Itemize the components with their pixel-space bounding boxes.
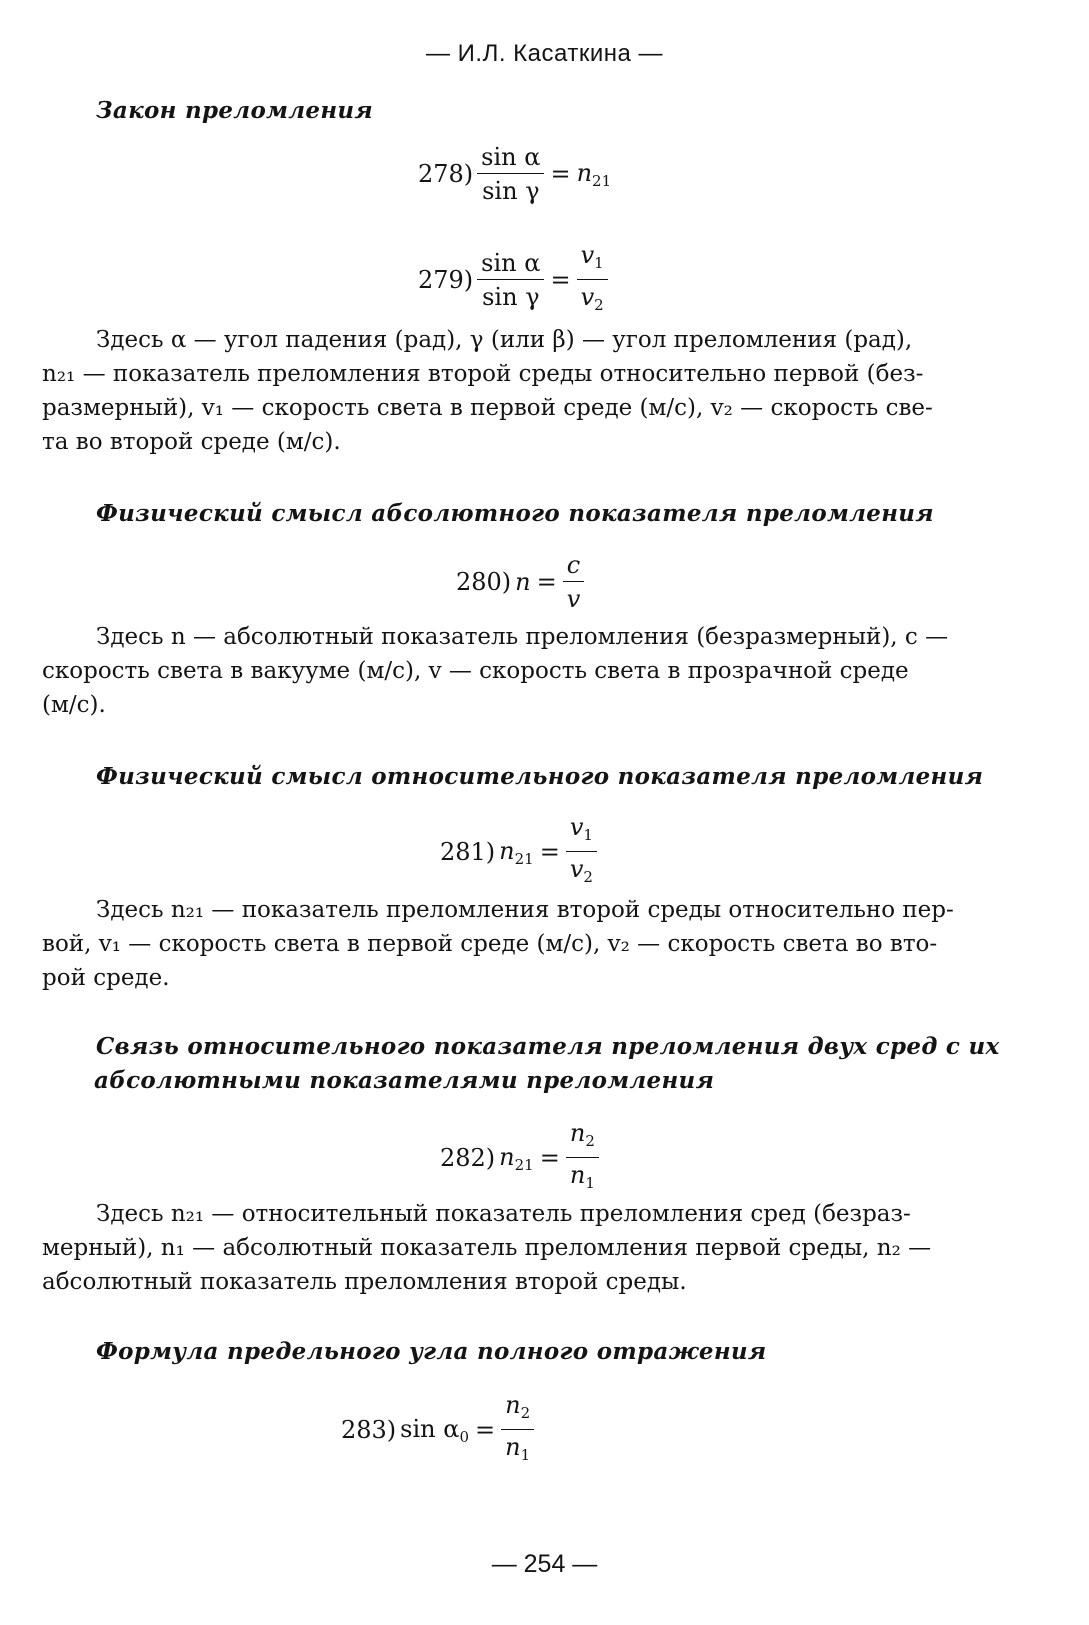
text-line: n₂₁ — показатель преломления второй среды относительно первой (без- [42,361,924,387]
formula-number: 283) [341,1416,397,1444]
fraction [563,550,585,614]
text-line: Здесь α — угол падения (рад), γ (или β) — угол преломления (рад), [96,327,913,353]
text-line: скорость света в вакууме (м/с), v — скорость света в прозрачной среде [42,658,909,684]
formula-lhs: $n_{21}$ [499,836,534,868]
running-header: — И.Л. Касаткина — [426,40,663,67]
text-line: (м/с). [42,692,106,718]
formula-lhs: n [515,568,531,596]
fraction-numerator: $n_2$ [501,1390,534,1430]
formula-number: 282) [440,1144,496,1172]
fraction-numerator: c [563,550,584,582]
formula-283 [341,1390,534,1470]
fraction-numerator: $v_1$ [566,812,597,852]
fraction [566,812,597,892]
fraction-numerator: sin α [477,142,544,174]
formula-lhs: $n_{21}$ [499,1142,534,1174]
text-line: вой, v₁ — скорость света в первой среде (м/с), v₂ — скорость света во вто- [42,931,938,957]
formula-rhs: $n_{21}$ [576,158,612,190]
section-heading-absolute-index: Физический смысл абсолютного показателя преломления [96,500,934,527]
text-line: рой среде. [42,965,170,991]
fraction-numerator: sin α [477,248,544,280]
heading-line: абсолютными показателями преломления [94,1067,715,1094]
fraction [501,1390,534,1470]
fraction-denominator: sin γ [482,283,540,311]
equals-sign: = [536,568,557,596]
equals-sign: = [550,160,571,188]
explanation-paragraph [42,620,1046,722]
equals-sign: = [475,1416,496,1444]
text-line: мерный), n₁ — абсолютный показатель преломления первой среды, n₂ — [42,1235,932,1261]
fraction [477,248,544,312]
fraction-denominator: $v_2$ [569,855,593,886]
fraction [577,240,608,320]
formula-282 [440,1118,599,1198]
explanation-paragraph [42,1197,1046,1299]
fraction-denominator: sin γ [482,177,540,205]
fraction-numerator: $v_1$ [577,240,608,280]
text-line: Здесь n — абсолютный показатель преломления (безразмерный), c — [96,624,949,650]
formula-280 [456,550,584,614]
formula-number: 281) [440,838,496,866]
section-heading-index-relation [96,1030,1046,1098]
explanation-paragraph [42,323,1046,459]
fraction [477,142,544,206]
page-number: — 254 — [491,1550,598,1578]
section-heading-critical-angle: Формула предельного угла полного отражения [96,1338,767,1365]
formula-number: 278) [418,160,474,188]
formula-279 [418,240,608,320]
formula-278 [418,142,611,206]
fraction [566,1118,599,1198]
fraction-denominator: $n_1$ [569,1161,595,1192]
formula-281 [440,812,597,892]
section-heading-relative-index: Физический смысл относительного показателя преломления [96,763,984,790]
formula-number: 279) [418,266,474,294]
formula-lhs: $\sin \alpha_0$ [400,1414,470,1446]
formula-number: 280) [456,568,512,596]
text-line: Здесь n₂₁ — показатель преломления второй среды относительно пер- [96,897,954,923]
text-line: абсолютный показатель преломления второй среды. [42,1269,687,1295]
section-heading-refraction-law: Закон преломления [96,97,374,124]
explanation-paragraph [42,893,1046,995]
equals-sign: = [550,266,571,294]
text-line: Здесь n₂₁ — относительный показатель преломления сред (безраз- [96,1201,911,1227]
heading-line: Связь относительного показателя преломления двух сред с их [96,1033,1000,1060]
fraction-denominator: $n_1$ [505,1433,531,1464]
fraction-denominator: v [566,585,581,613]
fraction-denominator: $v_2$ [580,283,604,314]
equals-sign: = [539,838,560,866]
text-line: та во второй среде (м/с). [42,429,341,455]
fraction-numerator: $n_2$ [566,1118,599,1158]
equals-sign: = [539,1144,560,1172]
text-line: размерный), v₁ — скорость света в первой среде (м/с), v₂ — скорость све- [42,395,933,421]
